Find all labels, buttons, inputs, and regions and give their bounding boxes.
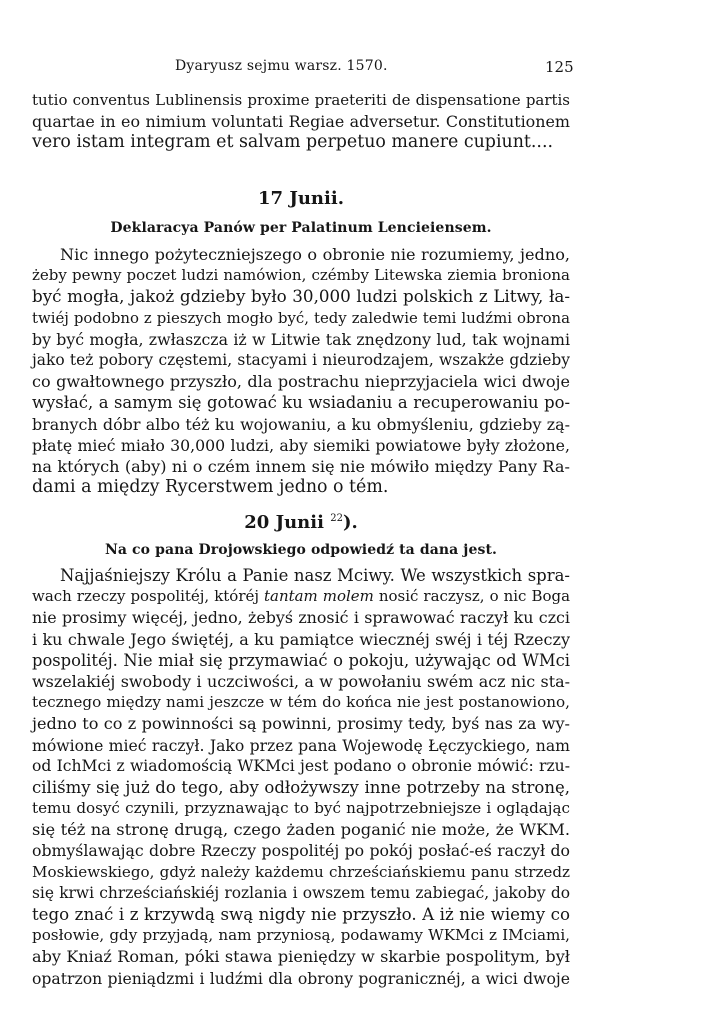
text-line: Najjaśniejszy Królu a Panie nasz Mciwy. We wszystkich spra- [60, 566, 570, 585]
text-line: branych dóbr albo téż ku wojowaniu, a ku obmyśleniu, gdzieby zą- [32, 414, 570, 434]
text-line: być mogła, jakoż gdzieby było 30,000 ludzi polskich z Litwy, ła- [32, 286, 570, 307]
text-line: się krwi chrześciańskiéj rozlania i owszem temu zabiegać, jakoby do [32, 883, 570, 902]
section-subtitle: Na co pana Drojowskiego odpowiedź ta dana jest. [104, 542, 498, 558]
text-line: tego znać i z krzywdą swą nigdy nie przyszło. A iż nie wiemy co [32, 905, 570, 924]
text-line: i ku chwale Jego świętéj, a ku pamiątce wiecznéj swéj i téj Rzeczy [32, 629, 570, 649]
declaration-paragraph [32, 244, 570, 498]
text-line: by być mogła, zwłaszcza iż w Litwie tak znędzony lud, tak wojnami [32, 329, 570, 349]
text-line: quartae in eo nimium voluntati Regiae adversetur. Constitutionem [32, 112, 570, 132]
text-line: temu dosyć czynili, przyznawając to być najpotrzebniejsze i oglądając [32, 799, 570, 818]
text-line: tutio conventus Lublinensis proxime praeteriti de dispensatione partis [32, 91, 570, 109]
section-date: 20 Junii [244, 512, 324, 533]
text-line: co gwałtownego przyszło, dla postrachu nieprzyjaciela wici dwoje [32, 372, 570, 392]
text-line: wysłać, a samym się gotować ku wsiadaniu a recuperowaniu po- [32, 393, 570, 413]
text-line [32, 586, 570, 607]
text-segment: wach rzeczy pospolitéj, któréj [32, 587, 265, 606]
section-date-heading [32, 512, 570, 533]
section-date-heading: 17 Junii. [258, 188, 344, 209]
text-line: tecznego między nami jeszcze w tém do końca nie jest postanowiono, [32, 693, 570, 712]
text-line: Nic innego pożyteczniejszego o obronie nie rozumiemy, jedno, [60, 245, 570, 264]
text-line: pospolitéj. Nie miał się przymawiać o pokoju, używając od WMci [32, 650, 570, 670]
reply-paragraph [32, 565, 570, 989]
text-line: Moskiewskiego, gdyż należy każdemu chrześciańskiemu panu strzedz [32, 862, 570, 881]
text-line: posłowie, gdy przyjadą, nam przyniosą, podawamy WKMci z IMciami, [32, 926, 570, 945]
text-line: twiéj podobno z pieszych mogło być, tedy zaledwie temi ludźmi obrona [32, 308, 570, 327]
text-line: wszelakiéj swobody i uczciwości, a w powołaniu swém acz nic sta- [32, 671, 570, 691]
latin-phrase: tantam molem [264, 587, 374, 606]
text-line: obmyślawając dobre Rzeczy pospolitéj po pokój posłać-eś raczył do [32, 841, 570, 861]
intro-paragraph [32, 90, 570, 154]
text-line: się téż na stronę drugą, czego żaden poganić nie może, że WKM. [32, 820, 570, 840]
text-line: nie prosimy więcéj, jedno, żebyś znosić i sprawować raczył ku czci [32, 608, 570, 628]
text-line: mówione mieć raczył. Jako przez pana Wojewodę Łęczyckiego, nam [32, 735, 570, 755]
text-line: opatrzon pieniądzmi i ludźmi dla obrony pogranicznéj, a wici dwoje [32, 968, 570, 988]
text-line: jako też pobory częstemi, stacyami i nieurodzajem, wszakże gdzieby [32, 350, 570, 369]
text-line: aby Kniaź Roman, póki stawa pieniędzy w skarbie pospolitym, był [32, 947, 570, 967]
text-line: ciliśmy się już do tego, aby odłożywszy inne potrzeby na stronę, [32, 777, 570, 797]
page-number: 125 [545, 58, 574, 76]
text-line: żeby pewny poczet ludzi namówion, czémby Litewska ziemia broniona [32, 266, 570, 285]
text-segment: nosić raczysz, o nic Boga [373, 587, 570, 606]
text-line: płatę mieć miało 30,000 ludzi, aby siemiki powiatowe były złożone, [32, 435, 570, 455]
footnote-marker: 22 [330, 513, 343, 524]
running-title: Dyaryusz sejmu warsz. 1570. [175, 58, 388, 74]
text-line: vero istam integram et salvam perpetuo manere cupiunt.... [32, 132, 554, 153]
page-header [30, 58, 574, 78]
section-subtitle: Deklaracya Panów per Palatinum Lencieiensem. [110, 220, 492, 236]
text-line: jedno to co z powinności są powinni, prosimy tedy, byś nas za wy- [32, 714, 570, 734]
section-date-suffix: ). [342, 512, 358, 533]
text-line: dami a między Rycerstwem jedno o tém. [32, 477, 389, 498]
text-line: od IchMci z wiadomością WKMci jest podano o obronie mówić: rzu- [32, 756, 570, 775]
text-line: na których (aby) ni o czém innem się nie mówiło między Pany Ra- [32, 456, 570, 476]
